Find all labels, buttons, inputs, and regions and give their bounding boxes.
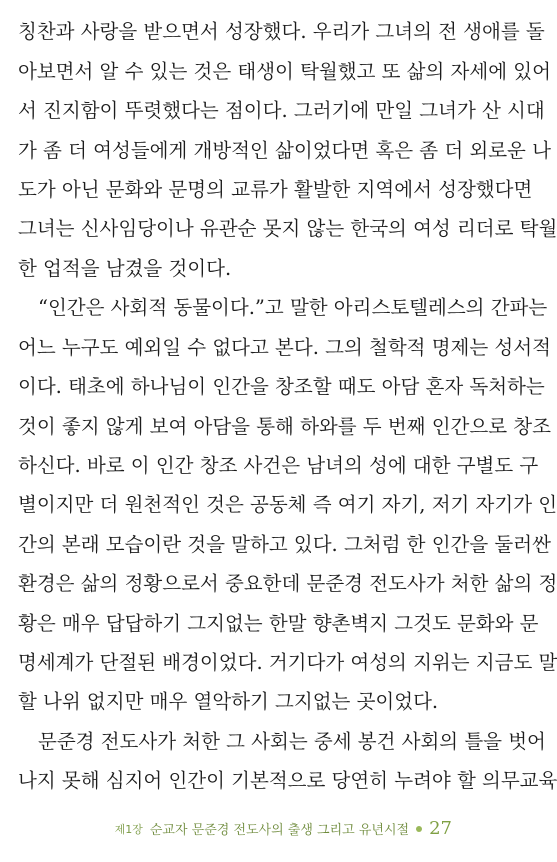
body-line: 칭찬과 사랑을 받으면서 성장했다. 우리가 그녀의 전 생애를 돌	[18, 20, 545, 43]
page-footer	[115, 818, 452, 839]
body-line: “인간은 사회적 동물이다.”고 말한 아리스토텔레스의 간파는	[38, 296, 548, 319]
body-line: 하신다. 바로 이 인간 창조 사건은 남녀의 성에 대한 구별도 구	[18, 454, 539, 477]
body-line: 문준경 전도사가 처한 그 사회는 중세 봉건 사회의 틀을 벗어	[38, 730, 546, 753]
body-line: 환경은 삶의 정황으로서 중요한데 문준경 전도사가 처한 삶의 정	[18, 572, 557, 595]
body-line: 아보면서 알 수 있는 것은 태생이 탁월했고 또 삶의 자세에 있어	[18, 60, 551, 83]
page-number: 27	[429, 818, 452, 839]
body-line: 것이 좋지 않게 보여 아담을 통해 하와를 두 번째 인간으로 창조	[18, 415, 551, 438]
body-line: 그녀는 신사임당이나 유관순 못지 않는 한국의 여성 리더로 탁월	[18, 217, 557, 240]
bullet-dot-icon	[416, 826, 422, 832]
body-line: 가 좀 더 여성들에게 개방적인 삶이었다면 혹은 좀 더 외로운 나	[18, 139, 551, 162]
body-line: 도가 아닌 문화와 문명의 교류가 활발한 지역에서 성장했다면	[18, 178, 533, 201]
body-line: 이다. 태초에 하나님이 인간을 창조할 때도 아담 혼자 독처하는	[18, 375, 545, 398]
running-title: 순교자 문준경 전도사의 출생 그리고 유년시절	[149, 823, 410, 838]
body-line: 나지 못해 심지어 인간이 기본적으로 당연히 누려야 할 의무교육	[18, 769, 557, 792]
chapter-label: 제1장	[114, 822, 143, 836]
body-line: 한 업적을 남겼을 것이다.	[18, 257, 232, 280]
body-line: 할 나위 없지만 매우 열악하기 그지없는 곳이었다.	[18, 690, 439, 713]
body-line: 별이지만 더 원천적인 것은 공동체 즉 여기 자기, 저기 자기가 인	[18, 493, 557, 516]
body-line: 황은 매우 답답하기 그지없는 한말 향촌벽지 그것도 문화와 문	[18, 612, 539, 635]
body-line: 간의 본래 모습이란 것을 말하고 있다. 그처럼 한 인간을 둘러싼	[18, 533, 551, 556]
body-line: 서 진지함이 뚜렷했다는 점이다. 그러기에 만일 그녀가 산 시대	[18, 99, 545, 122]
body-line: 어느 누구도 예외일 수 없다고 본다. 그의 철학적 명제는 성서적	[18, 336, 551, 359]
body-line: 명세계가 단절된 배경이었다. 거기다가 여성의 지위는 지금도 말	[18, 651, 557, 674]
